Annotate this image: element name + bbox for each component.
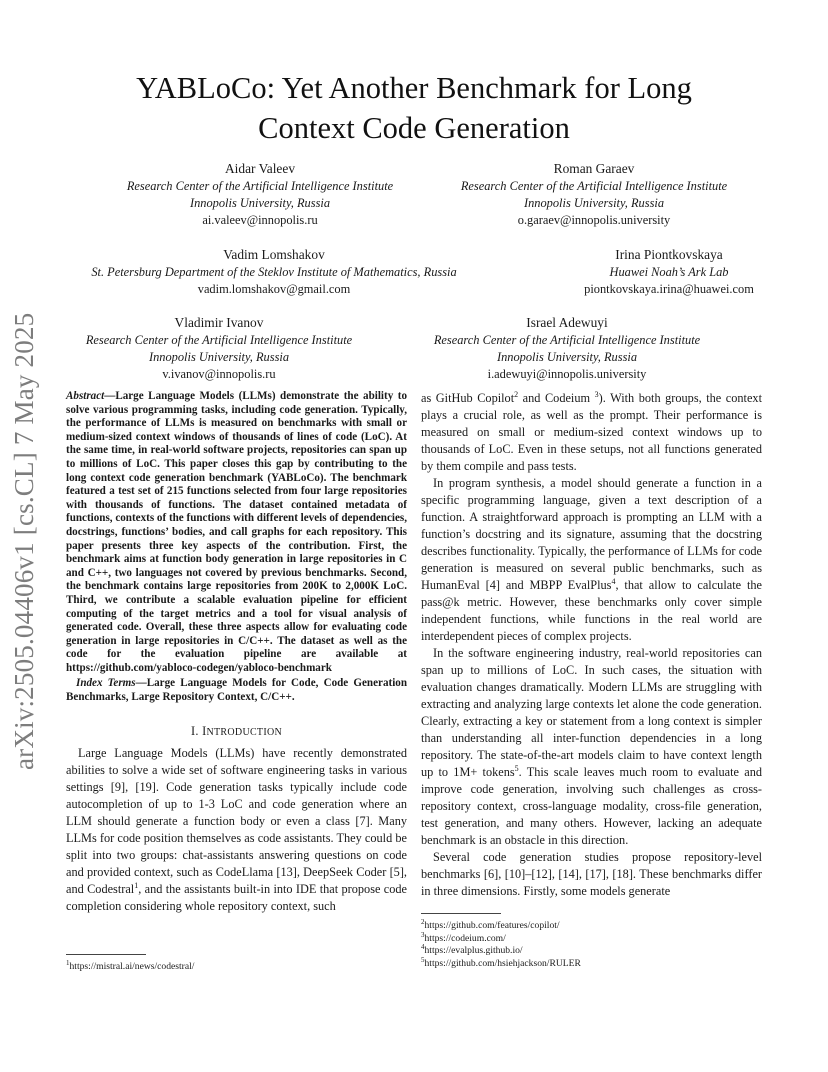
footnote-rule bbox=[421, 913, 501, 914]
footnote-mark: 1 bbox=[134, 880, 139, 890]
author-name: Irina Piontkovskaya bbox=[615, 247, 723, 262]
author-email: v.ivanov@innopolis.ru bbox=[162, 367, 276, 381]
footnote-link[interactable]: https://codeium.com/ bbox=[424, 932, 506, 944]
author-block bbox=[91, 246, 456, 298]
author-affiliation: Research Center of the Artificial Intelligence Institute bbox=[126, 179, 394, 193]
title-line-2: Context Code Generation bbox=[258, 111, 570, 145]
author-affiliation: Research Center of the Artificial Intelligence Institute bbox=[460, 179, 728, 193]
footnote-link[interactable]: https://github.com/features/copilot/ bbox=[424, 920, 560, 931]
paragraph-text: , and the assistants built-in into IDE that propose code completion considering whole repository context, such bbox=[66, 881, 407, 913]
author-name: Roman Garaev bbox=[553, 161, 635, 176]
paragraph-text: , that allow to calculate the pass@k metric. However, these benchmarks only cover simple independent functions, while functions in the real world are interdependent pieces of complex projects. bbox=[421, 578, 762, 643]
paragraph-text: Large Language Models (LLMs) have recently demonstrated abilities to solve a wide set of software engineering tasks in various settings [9], [19]. Code generation tasks typically include code autocompletion of up to 1-3 LoC and code generation where an LLM should generate a function body or even a class [7]. Many LLMs for code position themselves as code assistants. They could be split into two groups: chat-assistants answering questions on code and provided context, such as CodeLlama [13], DeepSeek Coder [5], and Codestral bbox=[66, 745, 407, 896]
footnote-number: 2 bbox=[421, 917, 425, 926]
author-email: vadim.lomshakov@gmail.com bbox=[197, 282, 351, 296]
author-email: i.adewuyi@innopolis.university bbox=[487, 367, 647, 381]
author-email: ai.valeev@innopolis.ru bbox=[202, 213, 318, 227]
index-terms-text: —Large Language Models for Code, Code Generation Benchmarks, Large Repository Context, C/C++. bbox=[66, 677, 407, 704]
author-name: Vladimir Ivanov bbox=[174, 315, 264, 330]
author-name: Aidar Valeev bbox=[224, 161, 296, 176]
author-affiliation: Research Center of the Artificial Intelligence Institute bbox=[433, 333, 701, 347]
abstract-label: Abstract bbox=[66, 390, 105, 402]
intro-paragraph-1-cont bbox=[421, 390, 762, 475]
index-terms bbox=[66, 677, 407, 704]
footnote-mark: 4 bbox=[611, 576, 616, 586]
footnote-number: 1 bbox=[66, 958, 70, 967]
author-affiliation: St. Petersburg Department of the Steklov Institute of Mathematics, Russia bbox=[91, 265, 457, 279]
intro-paragraph-3 bbox=[421, 645, 762, 849]
author-email: piontkovskaya.irina@huawei.com bbox=[584, 282, 754, 296]
abstract bbox=[66, 390, 407, 675]
author-affiliation: Innopolis University, Russia bbox=[496, 350, 638, 364]
author-block bbox=[461, 160, 727, 229]
author-affiliation: Research Center of the Artificial Intelligence Institute bbox=[85, 333, 353, 347]
footnotes-right bbox=[421, 913, 581, 970]
section-heading bbox=[66, 723, 407, 741]
paragraph-text: . This scale leaves much room to evaluate and improve code generation, involving such challenges as cross-repository context, cross-language modality, cross-file generation, test generation, and many others. However, lacking an adequate benchmark is an obstacle in this direction. bbox=[421, 765, 762, 847]
footnote-number: 4 bbox=[421, 943, 425, 951]
author-block bbox=[127, 160, 393, 229]
footnote bbox=[421, 930, 581, 946]
abstract-text: —Large Language Models (LLMs) demonstrate the ability to solve various programming tasks, including code generation. Typically, the performance of LLMs is measured on benchmarks with small or medium-sized context windows of thousands of lines of code (LoC). At the same time, in real-world software projects, repositories can span up to millions of LoC. This paper closes this gap by contributing to the long context code generation benchmark (YABLoCo). The benchmark featured a test set of 215 functions selected from four large repositories with thousands of functions. The dataset contained metadata of functions, contexts of the functions with different levels of dependencies, docstrings, functions’ bodies, and call graphs for each repository. This paper presents three key aspects of the contribution. First, the benchmark aims at function body generation in large repositories in C and C++, two languages not covered by previous benchmarks. Second, the benchmark contains large repositories from 200K to 2,000K LoC. Third, we contribute a scalable evaluation pipeline for efficient computing of the target metrics and a tool for visual analysis of generated code. Overall, these three aspects allow for evaluating code generation in large repositories in C/C++. The dataset as well as the code for the evaluation pipeline are available at https://github.com/yabloco-codegen/yabloco-benchmark bbox=[66, 390, 407, 674]
author-block bbox=[584, 246, 754, 298]
intro-paragraph-1 bbox=[66, 745, 407, 915]
author-affiliation: Innopolis University, Russia bbox=[189, 196, 331, 210]
footnote bbox=[66, 958, 195, 974]
arxiv-stamp: arXiv:2505.04406v1 [cs.CL] 7 May 2025 bbox=[9, 312, 39, 770]
intro-paragraph-4: Several code generation studies propose repository-level benchmarks [6], [10]–[12], [14], [17], [18]. These benchmarks differ in three dimensions. Firstly, some models generate bbox=[421, 850, 762, 898]
footnote bbox=[421, 955, 581, 971]
author-name: Vadim Lomshakov bbox=[223, 247, 325, 262]
intro-paragraph-2 bbox=[421, 475, 762, 645]
title-line-1: YABLoCo: Yet Another Benchmark for Long bbox=[136, 71, 692, 105]
index-terms-label: Index Terms bbox=[76, 677, 136, 690]
footnote-mark: 2 bbox=[514, 389, 519, 399]
paragraph-text: In the software engineering industry, real-world repositories can span up to millions of LoC. In such cases, the situation with evaluation changes dramatically. Modern LLMs are struggling with extracting and analyzing large contexts let alone the code generation. Clearly, extracting a key or statement from a long context is simpler than understanding all inter-function dependencies in a long repository. The state-of-the-art models claim to have context length up to 1M+ tokens bbox=[421, 646, 762, 779]
author-block bbox=[434, 314, 700, 383]
author-block bbox=[86, 314, 352, 383]
author-affiliation: Innopolis University, Russia bbox=[148, 350, 290, 364]
section-numeral: I. I bbox=[190, 723, 207, 738]
paragraph-text: In program synthesis, a model should generate a function in a specific programming language, given a text description of a function. A straightforward approach is prompting an LLM with a function’s docstring and its signature, assuming that the docstring describes functionality. Typically, the performance of LLMs for code generation is measured on several public benchmarks, such as HumanEval [4] and MBPP EvalPlus bbox=[421, 476, 762, 592]
author-email: o.garaev@innopolis.university bbox=[517, 213, 671, 227]
left-column bbox=[66, 390, 407, 915]
author-name: Israel Adewuyi bbox=[526, 315, 608, 330]
paragraph-text: ). With both groups, the context plays a crucial role, as well as the prompt. Their performance is measured on small or medium-sized context windows up to thousands of LoC. Even in these setups, not all functions generated by them compile and pass tests. bbox=[421, 391, 762, 473]
author-affiliation: Innopolis University, Russia bbox=[523, 196, 665, 210]
footnote-link[interactable]: https://mistral.ai/news/codestral/ bbox=[69, 961, 195, 972]
footnote bbox=[421, 945, 581, 958]
footnote-number: 5 bbox=[421, 955, 425, 964]
footnote-mark: 3 bbox=[594, 389, 599, 399]
footnote-number: 3 bbox=[421, 930, 425, 939]
footnotes-left bbox=[66, 954, 194, 974]
section-title-rest: NTRODUCTION bbox=[206, 726, 283, 738]
footnote-link[interactable]: https://github.com/hsiehjackson/RULER bbox=[424, 957, 581, 969]
footnote bbox=[421, 917, 581, 933]
footnote-rule bbox=[66, 954, 146, 955]
paper-title bbox=[0, 68, 828, 148]
footnote-mark: 5 bbox=[514, 763, 519, 773]
paragraph-text: and Codeium bbox=[518, 391, 595, 405]
author-affiliation: Huawei Noah’s Ark Lab bbox=[609, 265, 729, 279]
footnote-link[interactable]: https://evalplus.github.io/ bbox=[424, 945, 523, 957]
paragraph-text: as GitHub Copilot bbox=[421, 391, 515, 405]
right-column bbox=[421, 390, 762, 900]
